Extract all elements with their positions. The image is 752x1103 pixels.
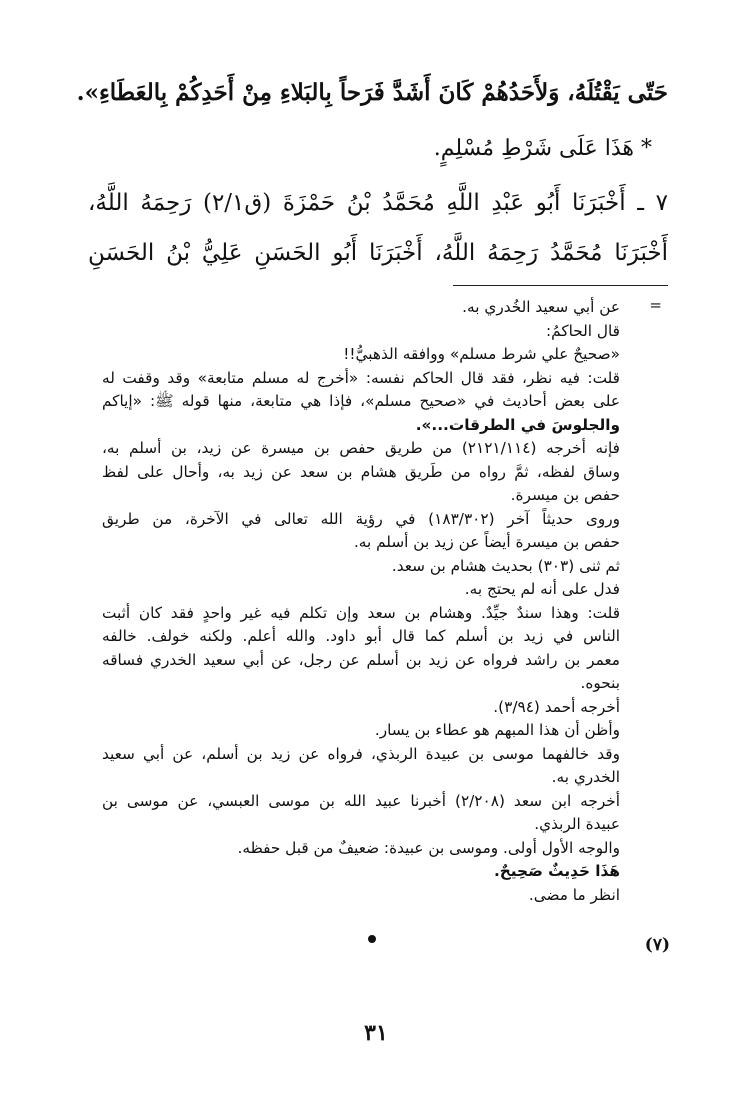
footnote-line: فدل على أنه لم يحتج به. — [464, 580, 620, 598]
main-text-verdict: * هَذَا عَلَى شَرْطِ مُسْلِمٍ. — [433, 136, 652, 161]
footnote-line: فإنه أخرجه (٢١٢١/١١٤) من طريق حفص بن ميسرة عن زيد، بن أسلم به، — [102, 439, 620, 457]
footnote-line: ثم ثنى (٣٠٣) بحديث هشام بن سعد. — [391, 556, 620, 575]
page-number: ٣١ — [364, 1020, 388, 1046]
footnote-verdict: هَذَا حَدِيثٌ صَحِيحٌ. — [493, 862, 620, 880]
footnote-line: انظر ما مضى. — [528, 885, 620, 904]
footnote-line: الناس في زيد بن أسلم كما قال أبو داود. والله أعلم. ولكنه خولف. خالفه — [102, 627, 620, 645]
footnote-continuation-marker: = — [649, 296, 662, 314]
footnote-line: حفص بن ميسرة. — [510, 486, 620, 504]
footnote-line: وساق لفظه، ثمَّ رواه من طَريق هشام بن سعد عن زيد به، وأحال على لفظ — [102, 462, 620, 481]
main-text — [76, 68, 668, 278]
footnote-label: (٧) — [644, 935, 670, 955]
hadith-7-isnad-line-1: ٧ ـ أَخْبَرَنَا أَبُو عَبْدِ اللَّهِ مُحَمَّدُ بْنُ حَمْزَةَ (ق٢/١) رَحِمَهُ اللَّهُ، — [88, 190, 668, 216]
footnote-separator — [453, 285, 668, 286]
footnote-line: بنحوه. — [580, 674, 620, 692]
footnote-line: عبيدة الربذي. — [534, 815, 620, 833]
footnote-line: قال الحاكمُ: — [545, 321, 620, 340]
footnote-line: الخدري به. — [551, 768, 620, 786]
footnote-line: وقد خالفهما موسى بن عبيدة الربذي، فرواه عن زيد بن أسلم، عن أبي سعيد — [102, 744, 620, 763]
ink-dot — [368, 935, 376, 943]
main-text-line-1: حَتّى يَقْتُلَهُ، وَلأَحَدُهُمْ كَانَ أَشَدَّ فَرَحاً بِالبَلاءِ مِنْ أَحَدِكُمْ بِالعَطَاءِ». — [76, 79, 668, 106]
footnote-line: والجلوسَ في الطرقات...». — [415, 415, 620, 434]
footnote-line: قلت: وهذا سندٌ جيِّدٌ. وهشام بن سعد وإن تكلم فيه غير واحدٍ فقد كان أثبت — [102, 603, 620, 622]
footnote-line: وأظن أن هذا المبهم هو عطاء بن يسار. — [374, 721, 620, 739]
footnote-line: معمر بن راشد فرواه عن زيد بن أسلم عن رجل، عن أبي سعيد الخدري فساقه — [102, 650, 620, 669]
footnote-line: وروى حديثاً آخر (١٨٣/٣٠٢) في رؤية الله تعالى في الآخرة، من طريق — [102, 509, 620, 528]
footnote-line: أخرجه أحمد (٣/٩٤). — [493, 697, 620, 716]
footnote-line: «صحيحٌ علي شرط مسلم» ووافقه الذهبيُّ!! — [343, 345, 620, 363]
footnote-line: عن أبي سعيد الخُدري به. — [462, 298, 620, 316]
footnotes — [102, 296, 620, 907]
footnote-line: قلت: فيه نظر، فقد قال الحاكم نفسه: «أخرج له مسلم متابعة» وقد وقفت له — [102, 368, 620, 387]
footnote-line: والوجه الأول أولى. وموسى بن عبيدة: ضعيفٌ من قبل حفظه. — [237, 838, 620, 857]
footnote-line: أخرجه ابن سعد (٢/٢٠٨) أخبرنا عبيد الله بن موسى العبسي، عن موسى بن — [102, 791, 620, 810]
footnote-line: على بعض أحاديث في «صحيح مسلم»، فإذا هي متابعة، منها قوله ﷺ: «إياكم — [102, 392, 620, 410]
footnote-line: حفص بن ميسرة أيضاً عن زيد بن أسلم به. — [353, 533, 620, 551]
hadith-7-isnad-line-2: أَخْبَرَنَا مُحَمَّدُ رَحِمَهُ اللَّهُ، أَخْبَرَنَا أَبُو الحَسَنِ عَلِيُّ بْنُ الحَسَنِ — [88, 240, 668, 266]
